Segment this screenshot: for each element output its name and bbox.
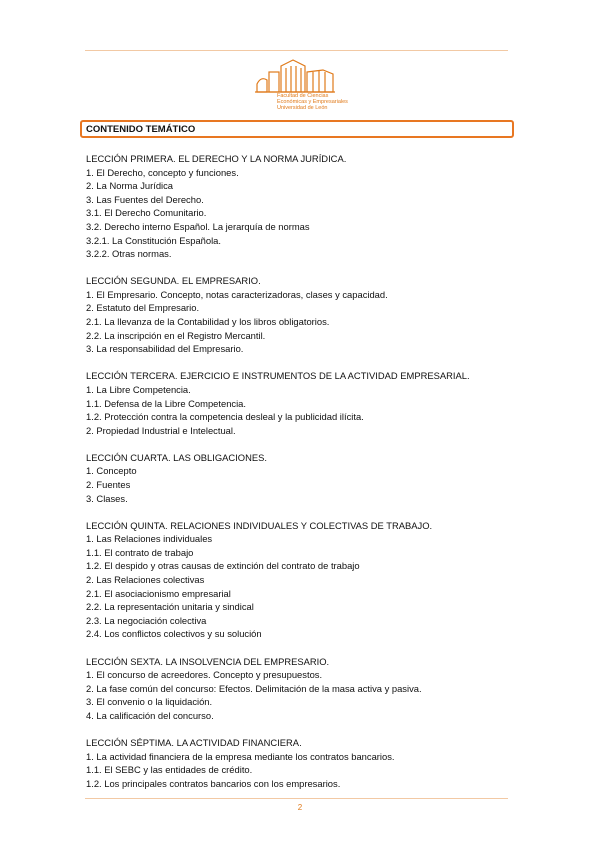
lessons-list bbox=[86, 152, 506, 804]
lesson-item: 2. La Norma Jurídica bbox=[86, 180, 174, 192]
lesson-item: 1.1. El contrato de trabajo bbox=[86, 546, 194, 558]
lesson-title: LECCIÓN SEGUNDA. EL EMPRESARIO. bbox=[86, 275, 261, 287]
logo-text-line-1: Facultad de Ciencias bbox=[277, 93, 329, 99]
lesson-block bbox=[86, 451, 506, 505]
lesson-block bbox=[86, 655, 506, 723]
lesson-item: 1.2. Los principales contratos bancarios con los empresarios. bbox=[86, 777, 341, 789]
lesson-item: 3.2. Derecho interno Español. La jerarquía de normas bbox=[86, 220, 310, 232]
lesson-item: 1.1. El SEBC y las entidades de crédito. bbox=[86, 764, 253, 776]
lesson-item: 4. La calificación del concurso. bbox=[86, 709, 214, 721]
lesson-title: LECCIÓN CUARTA. LAS OBLIGACIONES. bbox=[86, 451, 267, 463]
lesson-item: 2.1. La llevanza de la Contabilidad y los libros obligatorios. bbox=[86, 316, 330, 328]
lesson-item: 1.1. Defensa de la Libre Competencia. bbox=[86, 397, 246, 409]
lesson-item: 1. El Derecho, concepto y funciones. bbox=[86, 166, 239, 178]
lesson-item: 2.1. El asociacionismo empresarial bbox=[86, 587, 231, 599]
lesson-item: 3.2.2. Otras normas. bbox=[86, 248, 172, 260]
lesson-item: 1. Las Relaciones individuales bbox=[86, 533, 213, 545]
lesson-item: 1. El Empresario. Concepto, notas caracterizadoras, clases y capacidad. bbox=[86, 288, 388, 300]
lesson-item: 1. La actividad financiera de la empresa mediante los contratos bancarios. bbox=[86, 750, 395, 762]
lesson-title: LECCIÓN QUINTA. RELACIONES INDIVIDUALES Y COLECTIVAS DE TRABAJO. bbox=[86, 519, 433, 531]
lesson-item: 2.2. La inscripción en el Registro Mercantil. bbox=[86, 329, 266, 341]
lesson-block bbox=[86, 274, 506, 356]
lesson-title: LECCIÓN PRIMERA. EL DERECHO Y LA NORMA JURÍDICA. bbox=[86, 153, 347, 164]
lesson-title: LECCIÓN SÉPTIMA. LA ACTIVIDAD FINANCIERA. bbox=[86, 736, 302, 748]
lesson-item: 2. Fuentes bbox=[86, 478, 131, 490]
lesson-block bbox=[86, 152, 506, 261]
lesson-title: LECCIÓN SEXTA. LA INSOLVENCIA DEL EMPRESARIO. bbox=[86, 655, 330, 667]
lesson-item: 3. La responsabilidad del Empresario. bbox=[86, 343, 244, 355]
page-number: 2 bbox=[297, 803, 303, 812]
lesson-item: 3. Clases. bbox=[86, 492, 128, 504]
lesson-item: 1. Concepto bbox=[86, 465, 137, 477]
lesson-item: 1. El concurso de acreedores. Concepto y presupuestos. bbox=[86, 669, 323, 681]
logo-text-line-3: Universidad de León bbox=[277, 105, 328, 111]
lesson-block bbox=[86, 736, 506, 790]
lesson-item: 1.2. Protección contra la competencia desleal y la publicidad ilícita. bbox=[86, 411, 364, 423]
lesson-item: 2.4. Los conflictos colectivos y su solución bbox=[86, 628, 262, 640]
lesson-item: 3. Las Fuentes del Derecho. bbox=[86, 193, 204, 205]
lesson-item: 2.3. La negociación colectiva bbox=[86, 614, 207, 626]
section-title: CONTENIDO TEMÁTICO bbox=[86, 124, 196, 135]
lesson-item: 2. Estatuto del Empresario. bbox=[86, 302, 200, 314]
lesson-item: 2. Las Relaciones colectivas bbox=[86, 574, 205, 586]
lesson-title: LECCIÓN TERCERA. EJERCICIO E INSTRUMENTOS DE LA ACTIVIDAD EMPRESARIAL. bbox=[86, 370, 470, 382]
footer-rule bbox=[85, 798, 508, 799]
lesson-item: 3.2.1. La Constitución Española. bbox=[86, 234, 221, 246]
lesson-block bbox=[86, 369, 506, 437]
logo-text-line-2: Económicas y Empresariales bbox=[277, 99, 348, 105]
lesson-item: 2. La fase común del concurso: Efectos. Delimitación de la masa activa y pasiva. bbox=[86, 682, 422, 694]
faculty-logo bbox=[253, 58, 348, 114]
lesson-block bbox=[86, 519, 506, 641]
lesson-item: 2.2. La representación unitaria y sindical bbox=[86, 601, 254, 613]
lesson-item: 2. Propiedad Industrial e Intelectual. bbox=[86, 424, 236, 436]
lesson-item: 1.2. El despido y otras causas de extinción del contrato de trabajo bbox=[86, 560, 360, 572]
section-title-box bbox=[80, 120, 514, 138]
lesson-item: 1. La Libre Competencia. bbox=[86, 383, 191, 395]
lesson-item: 3.1. El Derecho Comunitario. bbox=[86, 207, 207, 219]
header-rule bbox=[85, 50, 508, 51]
lesson-item: 3. El convenio o la liquidación. bbox=[86, 696, 213, 708]
